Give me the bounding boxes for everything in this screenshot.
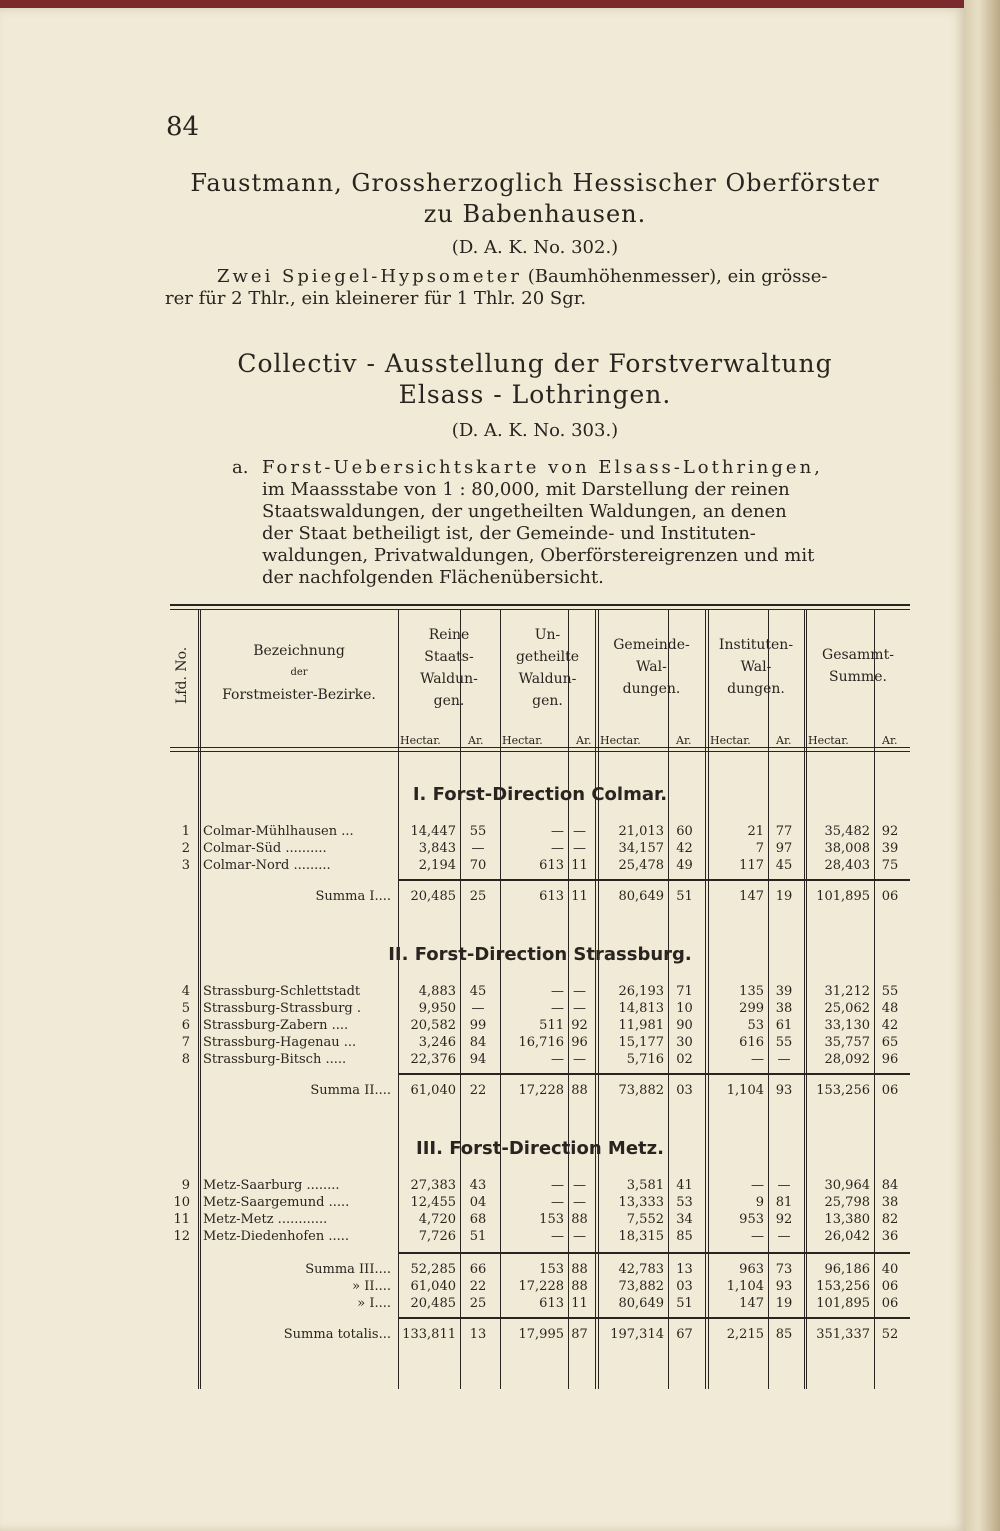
value-ih: 147 — [739, 889, 764, 904]
value-ra: 25 — [469, 889, 487, 904]
value-sh: 33,130 — [824, 1018, 870, 1033]
header-sub-rule — [460, 732, 461, 748]
value-ua: 88 — [571, 1262, 588, 1277]
header-reine-line: Waldun- — [420, 671, 478, 687]
value-ga: 10 — [676, 1001, 693, 1016]
sum-rule — [398, 879, 910, 881]
value-rh: 27,383 — [410, 1178, 456, 1193]
value-gh: 11,981 — [618, 1018, 664, 1033]
value-sa: 38 — [881, 1195, 899, 1210]
header-ungetheilte-line: gen. — [532, 693, 563, 709]
value-ih: 135 — [739, 984, 764, 999]
value-rh: 4,883 — [418, 984, 456, 999]
item-lead: Forst-Uebersichtskarte von Elsass-Lothringen, — [262, 457, 823, 478]
header-rule-2 — [170, 751, 910, 752]
value-ua: 88 — [571, 1212, 588, 1227]
value-sh: 96,186 — [824, 1262, 870, 1277]
value-ra: 55 — [469, 824, 487, 839]
header-gemeinde-line: Gemeinde- — [613, 637, 690, 653]
header-ungetheilte-line: Un- — [534, 627, 561, 643]
value-ga: 85 — [676, 1229, 693, 1244]
value-gh: 197,314 — [610, 1327, 664, 1342]
value-rh: 20,485 — [410, 1296, 456, 1311]
value-ih: 963 — [739, 1262, 764, 1277]
value-gh: 15,177 — [618, 1035, 664, 1050]
value-rh: 12,455 — [410, 1195, 456, 1210]
value-sa: 36 — [881, 1229, 899, 1244]
value-ra: 51 — [469, 1229, 487, 1244]
item-line: der nachfolgenden Flächenübersicht. — [262, 567, 604, 588]
column-rule — [200, 610, 201, 1389]
value-ra: 99 — [469, 1018, 487, 1033]
value-sh: 153,256 — [816, 1279, 870, 1294]
value-ih: — — [751, 1052, 764, 1067]
value-ia: 92 — [775, 1212, 793, 1227]
header-sub-rule — [768, 732, 769, 748]
sum-rule — [398, 1073, 910, 1075]
value-sh: 28,403 — [824, 858, 870, 873]
summa-label: » II.... — [352, 1279, 391, 1294]
value-ih: 953 — [739, 1212, 764, 1227]
value-rh: 3,246 — [418, 1035, 456, 1050]
item-line: im Maassstabe von 1 : 80,000, mit Darstellung der reinen — [262, 479, 790, 500]
collectiv-title-line1: Collectiv - Ausstellung der Forstverwaltung — [237, 349, 833, 378]
district-name: Strassburg-Zabern .... — [203, 1018, 349, 1033]
value-ga: 51 — [676, 1296, 693, 1311]
value-sh: 13,380 — [824, 1212, 870, 1227]
item-line: der Staat betheiligt ist, der Gemeinde- und Instituten- — [262, 523, 756, 544]
value-ua: — — [573, 984, 586, 999]
header-ar: Ar. — [468, 734, 484, 747]
header-reine-line: Staats- — [424, 649, 474, 665]
column-rule — [705, 610, 706, 1389]
value-uh: — — [551, 1229, 564, 1244]
value-ua: — — [573, 1229, 586, 1244]
column-rule — [804, 610, 805, 1389]
faustmann-text-line2: rer für 2 Thlr., ein kleinerer für 1 Thlr. 20 Sgr. — [165, 288, 587, 309]
header-bezeichnung-line: Forstmeister-Bezirke. — [222, 687, 376, 703]
value-ua: — — [573, 1052, 586, 1067]
value-gh: 73,882 — [618, 1083, 664, 1098]
value-uh: — — [551, 1001, 564, 1016]
value-sa: 06 — [881, 1296, 899, 1311]
book-spine — [964, 0, 1000, 1531]
value-ia: 73 — [775, 1262, 793, 1277]
value-ia: 93 — [775, 1083, 793, 1098]
value-sa: 84 — [881, 1178, 899, 1193]
value-ih: 1,104 — [726, 1083, 764, 1098]
header-reine-line: Reine — [428, 627, 470, 643]
district-name: Colmar-Süd .......... — [203, 841, 327, 856]
value-gh: 7,552 — [626, 1212, 664, 1227]
header-reine — [398, 624, 500, 712]
header-ar: Ar. — [882, 734, 898, 747]
value-gh: 3,581 — [626, 1178, 664, 1193]
value-rh: 20,485 — [410, 889, 456, 904]
value-uh: — — [551, 1178, 564, 1193]
value-ua: 11 — [571, 889, 588, 904]
value-gh: 25,478 — [618, 858, 664, 873]
header-bezeichnung — [200, 640, 398, 706]
section-title: I. Forst-Direction Colmar. — [412, 784, 668, 805]
header-gemeinde-line: dungen. — [622, 681, 681, 697]
header-ungetheilte — [500, 624, 595, 712]
value-uh: 153 — [539, 1262, 564, 1277]
value-ia: 97 — [775, 841, 793, 856]
value-sa: 52 — [881, 1327, 899, 1342]
value-ia: 19 — [775, 889, 793, 904]
value-sh: 26,042 — [824, 1229, 870, 1244]
row-number: 10 — [173, 1195, 190, 1210]
value-ra: 70 — [469, 858, 487, 873]
flaechen-table — [170, 604, 910, 1389]
value-ga: 02 — [676, 1052, 693, 1067]
value-rh: 9,950 — [418, 1001, 456, 1016]
value-ia: 93 — [775, 1279, 793, 1294]
value-sa: 92 — [881, 824, 899, 839]
value-uh: 16,716 — [518, 1035, 564, 1050]
value-ga: 42 — [676, 841, 693, 856]
value-ia: 81 — [775, 1195, 793, 1210]
value-rh: 3,843 — [418, 841, 456, 856]
header-gemeinde — [598, 634, 705, 700]
header-gesammt — [806, 644, 910, 688]
value-gh: 80,649 — [618, 1296, 664, 1311]
value-ua: 87 — [571, 1327, 588, 1342]
column-rule — [595, 610, 596, 1389]
value-ga: 13 — [676, 1262, 693, 1277]
value-ra: 04 — [469, 1195, 487, 1210]
header-sub-rule — [568, 732, 569, 748]
value-sa: 06 — [881, 889, 899, 904]
value-sa: 40 — [881, 1262, 899, 1277]
summa-label: Summa II.... — [310, 1083, 391, 1098]
district-name: Strassburg-Bitsch ..... — [203, 1052, 347, 1067]
header-hectar: Hectar. — [808, 734, 849, 747]
header-instituten-line: dungen. — [727, 681, 785, 697]
value-ua: 96 — [571, 1035, 588, 1050]
value-sh: 25,798 — [824, 1195, 870, 1210]
value-ih: — — [751, 1229, 764, 1244]
value-ra: 22 — [469, 1083, 487, 1098]
header-hectar: Hectar. — [502, 734, 543, 747]
summa-label: Summa I.... — [315, 889, 391, 904]
value-ih: 117 — [739, 858, 764, 873]
header-reine-line: gen. — [433, 693, 465, 709]
item-line: waldungen, Privatwaldungen, Oberförstereigrenzen und mit — [262, 545, 815, 566]
total-rule — [398, 1317, 910, 1319]
summa-label: Summa totalis... — [283, 1327, 391, 1342]
value-ua: 11 — [571, 1296, 588, 1311]
top-rule-thin — [170, 609, 910, 610]
value-ih: 21 — [747, 824, 764, 839]
value-ra: 66 — [469, 1262, 487, 1277]
value-rh: 14,447 — [410, 824, 456, 839]
value-sa: 82 — [881, 1212, 899, 1227]
value-ra: 84 — [469, 1035, 487, 1050]
header-sub-rule — [874, 732, 875, 748]
value-sa: 75 — [881, 858, 899, 873]
value-uh: — — [551, 841, 564, 856]
value-sh: 38,008 — [824, 841, 870, 856]
value-rh: 61,040 — [410, 1279, 456, 1294]
header-hectar: Hectar. — [600, 734, 641, 747]
header-bezeichnung-line: Bezeichnung — [253, 643, 345, 659]
value-ga: 34 — [676, 1212, 693, 1227]
value-uh: 17,228 — [518, 1279, 564, 1294]
value-gh: 21,013 — [618, 824, 664, 839]
value-ua: — — [573, 841, 586, 856]
value-uh: 511 — [539, 1018, 564, 1033]
value-gh: 14,813 — [618, 1001, 664, 1016]
value-ih: 9 — [755, 1195, 764, 1210]
value-ra: 68 — [469, 1212, 487, 1227]
value-ua: 11 — [571, 858, 588, 873]
value-uh: — — [551, 1195, 564, 1210]
value-ga: 90 — [676, 1018, 693, 1033]
value-gh: 18,315 — [618, 1229, 664, 1244]
value-ga: 60 — [676, 824, 693, 839]
row-number: 7 — [181, 1035, 190, 1050]
value-ua: — — [573, 1178, 586, 1193]
summa-label: Summa III.... — [305, 1262, 391, 1277]
item-line: Staatswaldungen, der ungetheilten Waldungen, an denen — [262, 501, 787, 522]
value-rh: 4,720 — [418, 1212, 456, 1227]
value-ga: 51 — [676, 889, 693, 904]
header-instituten-line: Wal- — [740, 659, 772, 675]
value-gh: 73,882 — [618, 1279, 664, 1294]
faustmann-text-line1 — [165, 266, 913, 288]
value-uh: 613 — [539, 889, 564, 904]
value-ia: 19 — [775, 1296, 793, 1311]
column-rule — [198, 610, 199, 1389]
top-rule — [170, 604, 910, 606]
value-uh: — — [551, 984, 564, 999]
value-ua: — — [573, 1195, 586, 1210]
value-ua: — — [573, 1001, 586, 1016]
value-sh: 351,337 — [816, 1327, 870, 1342]
value-sh: 153,256 — [816, 1083, 870, 1098]
value-rh: 2,194 — [418, 858, 456, 873]
value-sh: 101,895 — [816, 1296, 870, 1311]
collectiv-title-line2: Elsass - Lothringen. — [398, 380, 672, 409]
district-name: Metz-Saarburg ........ — [203, 1178, 340, 1193]
value-sa: 06 — [881, 1083, 899, 1098]
value-ga: 49 — [676, 858, 693, 873]
header-bezeichnung-line: der — [290, 667, 308, 678]
value-ga: 30 — [676, 1035, 693, 1050]
value-ia: 45 — [775, 858, 793, 873]
value-gh: 26,193 — [618, 984, 664, 999]
value-ia: — — [777, 1052, 791, 1067]
value-ra: 22 — [469, 1279, 487, 1294]
value-ia: 85 — [775, 1327, 793, 1342]
value-rh: 61,040 — [410, 1083, 456, 1098]
header-ar: Ar. — [576, 734, 592, 747]
value-ia: 39 — [775, 984, 793, 999]
value-ga: 67 — [676, 1327, 693, 1342]
sum-rule — [398, 1252, 910, 1254]
header-lfd-no: Lfd. No. — [174, 646, 190, 704]
item-label: a. — [232, 457, 249, 478]
header-ar: Ar. — [676, 734, 692, 747]
district-name: Strassburg-Schlettstadt — [203, 984, 361, 999]
header-ungetheilte-line: getheilte — [515, 649, 580, 665]
row-number: 3 — [181, 858, 190, 873]
value-ga: 53 — [676, 1195, 693, 1210]
value-rh: 20,582 — [410, 1018, 456, 1033]
section-title: II. Forst-Direction Strassburg. — [388, 944, 692, 965]
value-ih: 53 — [747, 1018, 764, 1033]
value-ua: 92 — [571, 1018, 588, 1033]
row-number: 12 — [173, 1229, 190, 1244]
value-gh: 5,716 — [626, 1052, 664, 1067]
value-ga: 03 — [676, 1083, 693, 1098]
section-title: III. Forst-Direction Metz. — [416, 1138, 664, 1159]
value-sh: 35,482 — [824, 824, 870, 839]
hypsometer-rest: (Baumhöhenmesser), ein grösse- — [527, 266, 828, 287]
value-ra: — — [471, 841, 485, 856]
value-ih: 7 — [755, 841, 764, 856]
value-sa: 06 — [881, 1279, 899, 1294]
value-ia: — — [777, 1178, 791, 1193]
header-sub-rule — [668, 732, 669, 748]
row-number: 6 — [181, 1018, 190, 1033]
value-gh: 34,157 — [618, 841, 664, 856]
value-gh: 80,649 — [618, 889, 664, 904]
row-number: 4 — [181, 984, 190, 999]
value-ga: 03 — [676, 1279, 693, 1294]
item-text — [262, 457, 914, 589]
row-number: 8 — [181, 1052, 190, 1067]
value-ga: 41 — [676, 1178, 693, 1193]
row-number: 2 — [181, 841, 190, 856]
value-ra: 94 — [469, 1052, 487, 1067]
value-gh: 13,333 — [618, 1195, 664, 1210]
value-sa: 42 — [881, 1018, 899, 1033]
value-ih: 299 — [739, 1001, 764, 1016]
value-rh: 52,285 — [410, 1262, 456, 1277]
value-uh: 17,228 — [518, 1083, 564, 1098]
value-rh: 7,726 — [418, 1229, 456, 1244]
district-name: Metz-Metz ............ — [203, 1212, 328, 1227]
district-name: Strassburg-Strassburg . — [203, 1001, 361, 1016]
value-uh: — — [551, 1052, 564, 1067]
header-gesammt-line: Summe. — [829, 669, 887, 685]
faustmann-catalog-no: (D. A. K. No. 302.) — [451, 237, 619, 258]
district-name: Metz-Saargemund ..... — [203, 1195, 350, 1210]
value-gh: 42,783 — [618, 1262, 664, 1277]
value-sa: 48 — [881, 1001, 899, 1016]
value-uh: 17,995 — [518, 1327, 564, 1342]
header-rule — [170, 747, 910, 748]
value-ia: 61 — [775, 1018, 793, 1033]
header-hectar: Hectar. — [710, 734, 751, 747]
value-rh: 22,376 — [410, 1052, 456, 1067]
value-ia: 55 — [775, 1035, 793, 1050]
value-uh: — — [551, 824, 564, 839]
value-uh: 613 — [539, 858, 564, 873]
page-number: 84 — [166, 112, 200, 142]
value-ga: 71 — [676, 984, 693, 999]
value-uh: 153 — [539, 1212, 564, 1227]
value-sa: 39 — [881, 841, 899, 856]
value-ih: 616 — [739, 1035, 764, 1050]
value-ra: 25 — [469, 1296, 487, 1311]
header-gemeinde-line: Wal- — [636, 659, 667, 675]
row-number: 1 — [181, 824, 190, 839]
value-ua: 88 — [571, 1279, 588, 1294]
value-sh: 101,895 — [816, 889, 870, 904]
faustmann-title-line1: Faustmann, Grossherzoglich Hessischer Oberförster — [190, 169, 880, 197]
header-instituten — [708, 634, 804, 700]
header-ar: Ar. — [776, 734, 792, 747]
page — [0, 8, 966, 1531]
header-gesammt-line: Gesammt- — [822, 647, 894, 663]
row-number: 11 — [173, 1212, 190, 1227]
value-ia: 38 — [775, 1001, 793, 1016]
value-sh: 28,092 — [824, 1052, 870, 1067]
header-instituten-line: Instituten- — [718, 637, 794, 653]
district-name: Colmar-Nord ......... — [203, 858, 331, 873]
value-ra: 43 — [469, 1178, 487, 1193]
header-hectar: Hectar. — [400, 734, 441, 747]
district-name: Colmar-Mühlhausen ... — [203, 824, 354, 839]
value-ia: — — [777, 1229, 791, 1244]
value-sa: 55 — [881, 984, 899, 999]
hypsometer-lead: Zwei Spiegel-Hypsometer — [217, 266, 522, 287]
summa-label: » I.... — [357, 1296, 391, 1311]
value-ia: 77 — [775, 824, 793, 839]
value-uh: 613 — [539, 1296, 564, 1311]
value-ih: 2,215 — [726, 1327, 764, 1342]
value-sh: 31,212 — [824, 984, 870, 999]
value-sa: 96 — [881, 1052, 899, 1067]
value-ra: — — [471, 1001, 485, 1016]
value-rh: 133,811 — [402, 1327, 456, 1342]
value-ih: 1,104 — [726, 1279, 764, 1294]
value-sh: 30,964 — [824, 1178, 870, 1193]
value-sh: 25,062 — [824, 1001, 870, 1016]
value-ua: 88 — [571, 1083, 588, 1098]
row-number: 5 — [181, 1001, 190, 1016]
value-ra: 13 — [469, 1327, 487, 1342]
value-ra: 45 — [469, 984, 487, 999]
collectiv-catalog-no: (D. A. K. No. 303.) — [451, 420, 619, 441]
faustmann-title-line2: zu Babenhausen. — [423, 200, 647, 228]
value-ih: 147 — [739, 1296, 764, 1311]
district-name: Metz-Diedenhofen ..... — [203, 1229, 350, 1244]
header-ungetheilte-line: Waldun- — [518, 671, 577, 687]
value-sh: 35,757 — [824, 1035, 870, 1050]
value-ih: — — [751, 1178, 764, 1193]
district-name: Strassburg-Hagenau ... — [203, 1035, 357, 1050]
value-ua: — — [573, 824, 586, 839]
value-sa: 65 — [881, 1035, 899, 1050]
row-number: 9 — [181, 1178, 190, 1193]
